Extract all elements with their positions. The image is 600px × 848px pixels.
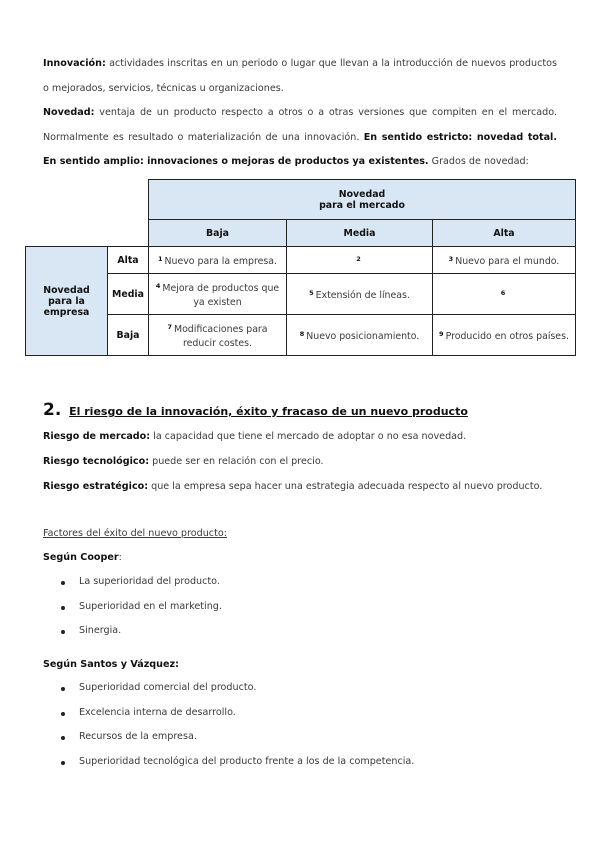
santos-title: Según Santos y Vázquez: bbox=[43, 659, 179, 670]
company-novelty-header: Novedad para la empresa bbox=[26, 247, 108, 356]
novedad-definition: ventaja de un producto respecto a otros o a otras versiones que compiten en el mercado. Normalmente es resultado o materialización de una innovación. bbox=[43, 107, 557, 143]
matrix-cell-7 bbox=[149, 315, 287, 356]
list-item: Sinergia. bbox=[43, 619, 563, 644]
cell-text: Nuevo para el mundo. bbox=[455, 255, 560, 267]
matrix-cell-1 bbox=[149, 247, 287, 274]
cell-number: 5 bbox=[309, 288, 314, 297]
innovacion-paragraph bbox=[43, 52, 557, 101]
market-novelty-header bbox=[149, 180, 576, 220]
cell-text: Nuevo para la empresa. bbox=[164, 255, 277, 267]
market-novelty-header-line1: Novedad bbox=[338, 188, 386, 200]
row-level-media: Media bbox=[108, 274, 149, 315]
column-header-alta: Alta bbox=[433, 220, 576, 247]
santos-list bbox=[43, 676, 563, 774]
risk-text: puede ser en relación con el precio. bbox=[152, 456, 324, 467]
list-item: Excelencia interna de desarrollo. bbox=[43, 701, 563, 726]
innovacion-definition: actividades inscritas en un periodo o lugar que llevan a la introducción de nuevos productos o mejorados, servicios, técnicas u organizaciones. bbox=[43, 58, 557, 94]
factors-title bbox=[43, 528, 563, 539]
risk-term: Riesgo tecnológico: bbox=[43, 456, 150, 467]
cell-number: 6 bbox=[500, 288, 506, 297]
matrix-cell-6 bbox=[433, 274, 576, 315]
cell-number: 9 bbox=[439, 329, 444, 338]
novelty-matrix-table bbox=[25, 179, 576, 356]
cell-number: 8 bbox=[299, 329, 305, 338]
market-novelty-header-line2: para el mercado bbox=[319, 199, 405, 211]
cooper-heading bbox=[43, 552, 563, 563]
risk-tecnologico bbox=[43, 456, 563, 467]
cell-text: Modificaciones para reducir costes. bbox=[173, 323, 268, 349]
novedad-term: Novedad: bbox=[43, 107, 95, 118]
row-level-baja: Baja bbox=[108, 315, 149, 356]
cell-number: 3 bbox=[448, 254, 454, 263]
table-corner bbox=[26, 180, 149, 247]
cell-text: Extensión de líneas. bbox=[315, 289, 410, 301]
santos-heading bbox=[43, 659, 563, 670]
matrix-cell-4 bbox=[149, 274, 287, 315]
row-level-alta: Alta bbox=[108, 247, 149, 274]
innovacion-term: Innovación: bbox=[43, 58, 106, 69]
risk-text: la capacidad que tiene el mercado de adoptar o no esa novedad. bbox=[153, 431, 467, 442]
cooper-list bbox=[43, 570, 563, 644]
novedad-paragraph bbox=[43, 101, 557, 175]
column-header-baja: Baja bbox=[149, 220, 287, 247]
section-2-heading bbox=[43, 400, 468, 420]
list-item: La superioridad del producto. bbox=[43, 570, 563, 595]
list-item: Superioridad en el marketing. bbox=[43, 595, 563, 620]
section-number: 2. bbox=[43, 400, 62, 420]
cooper-colon: : bbox=[118, 552, 122, 563]
cell-text: Nuevo posicionamiento. bbox=[306, 330, 420, 342]
matrix-cell-8 bbox=[287, 315, 433, 356]
risk-text: que la empresa sepa hacer una estrategia adecuada respecto al nuevo producto. bbox=[151, 481, 543, 492]
risk-mercado bbox=[43, 431, 563, 442]
factors-title-text: Factores del éxito del nuevo producto: bbox=[43, 528, 227, 539]
matrix-cell-3 bbox=[433, 247, 576, 274]
section-title: El riesgo de la innovación, éxito y fracaso de un nuevo producto bbox=[69, 405, 468, 418]
matrix-cell-2 bbox=[287, 247, 433, 274]
cell-number: 4 bbox=[155, 281, 161, 290]
cooper-title: Según Cooper bbox=[43, 552, 119, 563]
cell-number: 1 bbox=[158, 254, 163, 263]
list-item: Recursos de la empresa. bbox=[43, 725, 563, 750]
list-item: Superioridad comercial del producto. bbox=[43, 676, 563, 701]
risk-term: Riesgo de mercado: bbox=[43, 431, 151, 442]
grados-label: Grados de novedad: bbox=[431, 156, 529, 167]
cell-number: 7 bbox=[167, 322, 172, 331]
column-header-media: Media bbox=[287, 220, 433, 247]
matrix-cell-9 bbox=[433, 315, 576, 356]
risk-estrategico bbox=[43, 481, 563, 492]
sentido-estricto-text: En sentido estricto: novedad total. En sentido amplio: innovaciones o mejoras de productos ya existentes. bbox=[43, 131, 557, 167]
list-item: Superioridad tecnológica del producto frente a los de la competencia. bbox=[43, 750, 563, 775]
cell-text: Mejora de productos que ya existen bbox=[162, 282, 280, 308]
cell-number: 2 bbox=[356, 254, 361, 263]
risk-term: Riesgo estratégico: bbox=[43, 481, 149, 492]
matrix-cell-5 bbox=[287, 274, 433, 315]
cell-text: Producido en otros países. bbox=[445, 330, 569, 342]
